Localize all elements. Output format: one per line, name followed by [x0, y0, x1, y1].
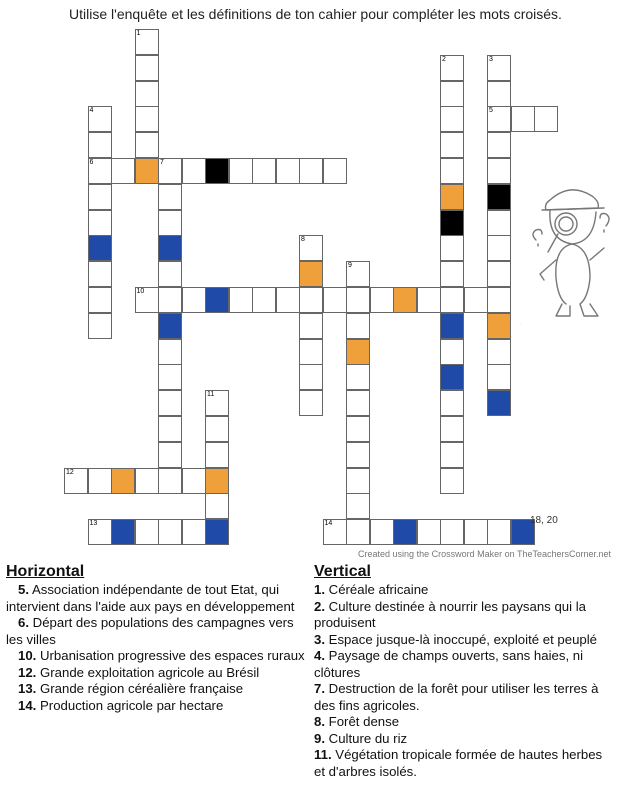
crossword-cell[interactable] [158, 390, 182, 416]
crossword-cell[interactable] [440, 339, 464, 365]
crossword-cell[interactable] [252, 287, 276, 313]
clue-item-number: 6. [18, 615, 29, 630]
crossword-cell[interactable] [88, 519, 112, 545]
crossword-cell[interactable] [299, 235, 323, 261]
crossword-cell[interactable] [440, 287, 464, 313]
crossword-cell[interactable] [158, 416, 182, 442]
crossword-cell[interactable] [299, 313, 323, 339]
clue-item-text: Culture destinée à nourrir les paysans qui la produisent [314, 598, 586, 630]
crossword-cell[interactable] [487, 184, 511, 210]
crossword-cell[interactable] [88, 313, 112, 339]
clue-item [6, 665, 306, 682]
crossword-cell[interactable] [135, 519, 159, 545]
crossword-cell[interactable] [64, 468, 88, 494]
crossword-cell[interactable] [182, 519, 206, 545]
clue-item [6, 698, 306, 715]
crossword-cell[interactable] [440, 132, 464, 158]
crossword-cell[interactable] [346, 442, 370, 468]
crossword-cell[interactable] [440, 313, 464, 339]
crossword-cell[interactable] [417, 287, 441, 313]
credit-line: Created using the Crossword Maker on TheTeachersCorner.net [358, 549, 611, 559]
clue-item-number: 9. [314, 730, 325, 746]
clue-number: 14 [324, 520, 333, 528]
crossword-cell[interactable] [440, 468, 464, 494]
crossword-cell[interactable] [534, 106, 558, 132]
crossword-cell[interactable] [299, 158, 323, 184]
crossword-cell[interactable] [111, 158, 135, 184]
crossword-cell[interactable] [464, 519, 488, 545]
crossword-cell[interactable] [135, 106, 159, 132]
clue-item-number: 7. [314, 681, 325, 696]
clue-item-text: Destruction de la forêt pour utiliser les terres à des fins agricoles. [314, 681, 599, 713]
crossword-cell[interactable] [487, 210, 511, 236]
clue-item-text: Association indépendante de tout Etat, qui intervient dans l'aide aux pays en développement [6, 582, 295, 614]
crossword-cell[interactable] [299, 390, 323, 416]
clue-item [314, 582, 614, 599]
clue-item [314, 714, 614, 731]
crossword-cell[interactable] [135, 55, 159, 81]
crossword-cell[interactable] [229, 287, 253, 313]
crossword-cell[interactable] [205, 519, 229, 545]
clue-number: 13 [89, 520, 98, 528]
clue-item-text: Départ des populations des campagnes vers les villes [6, 615, 294, 647]
clue-item-number: 3. [314, 631, 325, 647]
clue-item-number: 12. [18, 664, 37, 680]
clue-item-text: Grande exploitation agricole au Brésil [40, 664, 260, 680]
clue-item [6, 582, 306, 615]
clue-item-text: Grande région céréalière française [40, 681, 244, 696]
crossword-cell[interactable] [299, 339, 323, 365]
clue-number: 4 [89, 107, 94, 115]
clue-item-number: 5. [18, 582, 29, 597]
clue-number: 7 [160, 159, 164, 166]
crossword-cell[interactable] [440, 442, 464, 468]
crossword-cell[interactable] [205, 416, 229, 442]
crossword-cell[interactable] [88, 106, 112, 132]
crossword-cell[interactable] [440, 390, 464, 416]
clue-item-number: 14. [18, 697, 37, 713]
crossword-cell[interactable] [487, 106, 511, 132]
crossword-cell[interactable] [158, 158, 182, 184]
clue-item-number: 13. [18, 681, 37, 696]
crossword-cell[interactable] [346, 390, 370, 416]
crossword-cell[interactable] [182, 158, 206, 184]
crossword-cell[interactable] [487, 313, 511, 339]
crossword-cell[interactable] [370, 519, 394, 545]
crossword-cell[interactable] [182, 468, 206, 494]
clue-item-text: Production agricole par hectare [40, 697, 224, 713]
crossword-cell[interactable] [88, 261, 112, 287]
clue-item-text: Végétation tropicale formée de hautes herbes et d'arbres isolés. [314, 747, 603, 779]
clue-item [314, 648, 614, 681]
crossword-cell[interactable] [346, 339, 370, 365]
crossword-cell[interactable] [135, 158, 159, 184]
crossword-cell[interactable] [135, 287, 159, 313]
crossword-cell[interactable] [440, 235, 464, 261]
clue-number: 6 [89, 159, 94, 166]
crossword-cell[interactable] [487, 339, 511, 365]
crossword-cell[interactable] [88, 132, 112, 158]
vertical-title: Vertical [314, 563, 371, 580]
clue-number: 1 [136, 30, 141, 37]
crossword-cell[interactable] [323, 519, 347, 545]
clue-number: 9 [348, 262, 352, 270]
crossword-cell[interactable] [158, 287, 182, 313]
crossword-cell[interactable] [346, 468, 370, 494]
clue-item [314, 681, 614, 714]
clue-item-number: 10. [18, 648, 37, 663]
crossword-cell[interactable] [346, 261, 370, 287]
crossword-cell[interactable] [346, 313, 370, 339]
clue-item-number: 2. [314, 598, 325, 614]
clue-item [6, 681, 306, 698]
crossword-cell[interactable] [299, 261, 323, 287]
crossword-cell[interactable] [440, 261, 464, 287]
crossword-cell[interactable] [88, 210, 112, 236]
crossword-cell[interactable] [487, 81, 511, 107]
detective-icon [520, 178, 620, 328]
crossword-cell[interactable] [158, 235, 182, 261]
clue-item-text: Paysage de champs ouverts, sans haies, ni clôtures [314, 648, 584, 680]
crossword-cell[interactable] [88, 468, 112, 494]
crossword-cell[interactable] [346, 493, 370, 519]
crossword-cell[interactable] [158, 210, 182, 236]
crossword-cell[interactable] [158, 519, 182, 545]
clue-item-number: 4. [314, 648, 325, 663]
crossword-cell[interactable] [487, 55, 511, 81]
crossword-cell[interactable] [205, 468, 229, 494]
crossword-cell[interactable] [299, 287, 323, 313]
crossword-cell[interactable] [158, 468, 182, 494]
crossword-cell[interactable] [440, 106, 464, 132]
crossword-cell[interactable] [487, 390, 511, 416]
crossword-cell[interactable] [158, 364, 182, 390]
crossword-cell[interactable] [393, 287, 417, 313]
crossword-cell[interactable] [135, 29, 159, 55]
crossword-cell[interactable] [323, 287, 347, 313]
clue-item [314, 632, 614, 649]
crossword-cell[interactable] [487, 519, 511, 545]
clue-number: 3 [489, 55, 493, 63]
clue-number: 8 [301, 236, 305, 244]
crossword-cell[interactable] [346, 364, 370, 390]
vertical-clues [314, 562, 614, 780]
crossword-cell[interactable] [158, 339, 182, 365]
crossword-cell[interactable] [511, 106, 535, 132]
clue-item [314, 731, 614, 748]
crossword-cell[interactable] [158, 184, 182, 210]
instruction-text: Utilise l'enquête et les définitions de ton cahier pour compléter les mots croisés. [69, 6, 562, 22]
crossword-cell[interactable] [370, 287, 394, 313]
clue-item-number: 1. [314, 582, 325, 597]
crossword-cell[interactable] [323, 158, 347, 184]
crossword-cell[interactable] [135, 81, 159, 107]
crossword-cell[interactable] [205, 493, 229, 519]
crossword-cell[interactable] [487, 235, 511, 261]
crossword-cell[interactable] [158, 261, 182, 287]
clue-number: 12 [66, 468, 74, 476]
crossword-cell[interactable] [111, 519, 135, 545]
crossword-cell[interactable] [182, 287, 206, 313]
crossword-cell[interactable] [417, 519, 441, 545]
crossword-cell[interactable] [158, 442, 182, 468]
clue-number: 5 [489, 107, 493, 115]
crossword-cell[interactable] [205, 287, 229, 313]
crossword-cell[interactable] [487, 158, 511, 184]
svg-text:·: · [520, 322, 522, 327]
clue-item [314, 599, 614, 632]
clue-item-text: Forêt dense [328, 714, 400, 729]
clue-item-text: Espace jusque-là inoccupé, exploité et peuplé [328, 631, 598, 647]
crossword-cell[interactable] [440, 210, 464, 236]
crossword-cell[interactable] [346, 519, 370, 545]
clue-item-text: Culture du riz [328, 730, 408, 746]
crossword-cell[interactable] [440, 519, 464, 545]
crossword-cell[interactable] [135, 468, 159, 494]
clue-item-number: 11. [314, 747, 332, 762]
clue-item [314, 747, 614, 780]
clue-item [6, 615, 306, 648]
crossword-cell[interactable] [440, 55, 464, 81]
crossword-cell[interactable] [111, 468, 135, 494]
crossword-cell[interactable] [440, 416, 464, 442]
crossword-cell[interactable] [88, 287, 112, 313]
crossword-cell[interactable] [88, 158, 112, 184]
crossword-cell[interactable] [440, 158, 464, 184]
horizontal-title: Horizontal [6, 563, 85, 580]
crossword-cell[interactable] [276, 158, 300, 184]
crossword-cell[interactable] [252, 158, 276, 184]
clue-number: 10 [136, 288, 145, 295]
crossword-cell[interactable] [158, 313, 182, 339]
crossword-cell[interactable] [299, 364, 323, 390]
crossword-cell[interactable] [346, 287, 370, 313]
crossword-cell[interactable] [276, 287, 300, 313]
crossword-cell[interactable] [205, 158, 229, 184]
clue-number: 2 [442, 55, 446, 63]
crossword-cell[interactable] [88, 184, 112, 210]
crossword-cell[interactable] [346, 416, 370, 442]
crossword-cell[interactable] [205, 442, 229, 468]
clue-item-number: 8. [314, 714, 325, 729]
crossword-cell[interactable] [440, 184, 464, 210]
clue-item [6, 648, 306, 665]
clue-item-text: Urbanisation progressive des espaces ruraux [40, 648, 305, 663]
crossword-cell[interactable] [88, 235, 112, 261]
crossword-cell[interactable] [440, 364, 464, 390]
clue-number: 11 [207, 391, 215, 399]
crossword-cell[interactable] [229, 158, 253, 184]
clue-item-text: Céréale africaine [328, 582, 429, 597]
crossword-cell[interactable] [487, 132, 511, 158]
crossword-cell[interactable] [393, 519, 417, 545]
crossword-cell[interactable] [440, 81, 464, 107]
horizontal-clues [6, 562, 306, 714]
crossword-cell[interactable] [487, 261, 511, 287]
crossword-cell[interactable] [464, 287, 488, 313]
crossword-cell[interactable] [205, 390, 229, 416]
crossword-cell[interactable] [487, 287, 511, 313]
side-note: 18, 20 [530, 515, 558, 526]
crossword-cell[interactable] [135, 132, 159, 158]
crossword-cell[interactable] [487, 364, 511, 390]
